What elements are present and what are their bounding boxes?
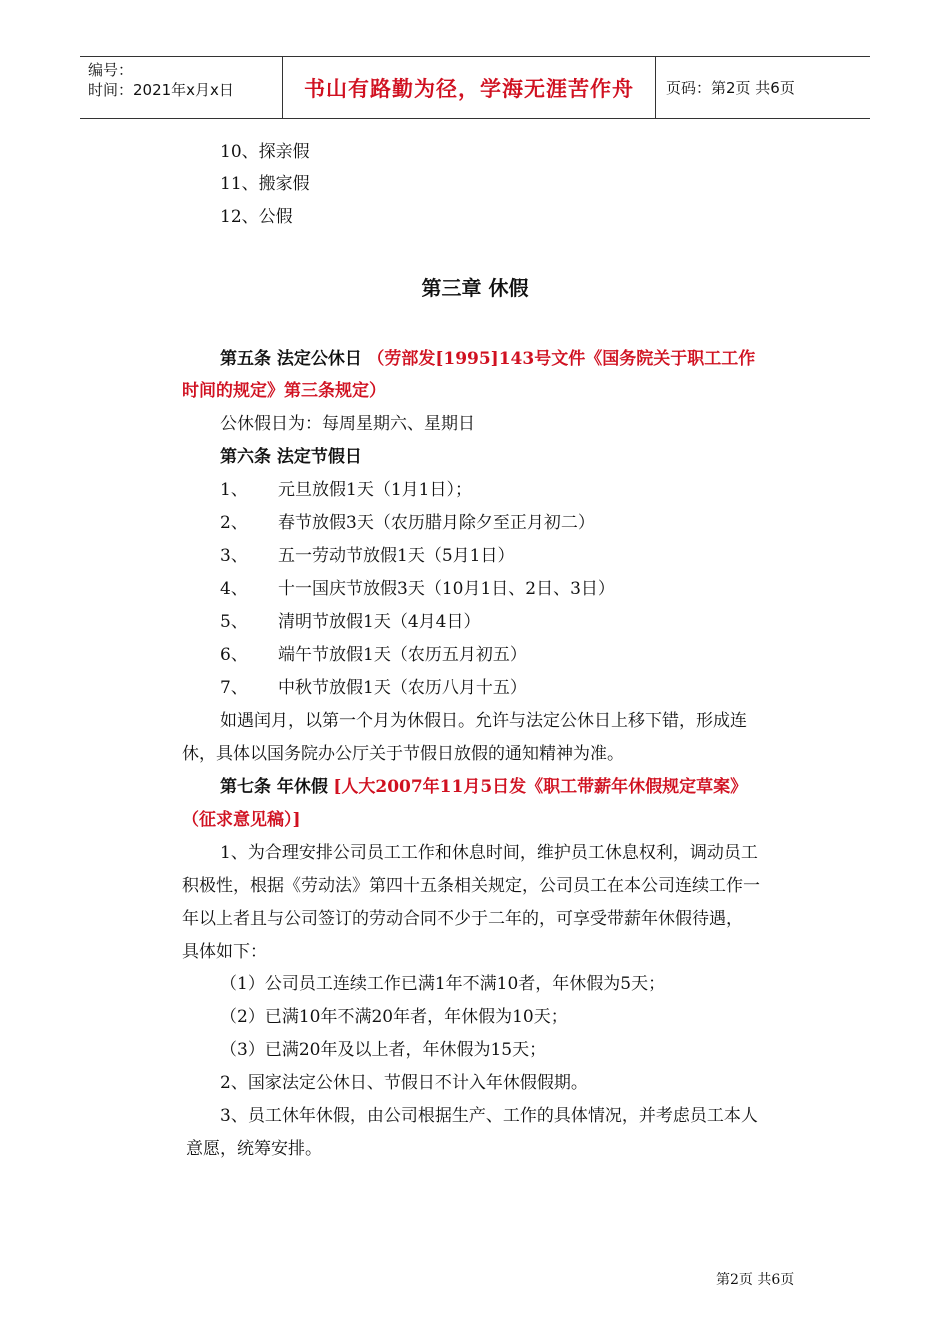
article-6-heading: 第六条 法定节假日: [220, 447, 362, 467]
annual-leave-rule: （3）已满20年及以上者，年休假为15天；: [220, 1040, 547, 1060]
holiday-item: 6、 端午节放假1天（农历五月初五）: [220, 645, 527, 665]
article-7-p2: 2、国家法定公休日、节假日不计入年休假假期。: [220, 1073, 588, 1093]
article-5-source: （劳部发[1995]143号文件《国务院关于职工工作: [367, 349, 756, 369]
article-7-p3: 意愿，统筹安排。: [186, 1139, 322, 1159]
page-header: [80, 56, 870, 119]
article-7-p1: 年以上者且与公司签订的劳动合同不少于二年的，可享受带薪年休假待遇，: [182, 909, 743, 929]
article-7-heading: 第七条 年休假: [220, 777, 328, 797]
holiday-item: 4、 十一国庆节放假3天（10月1日、2日、3日）: [220, 579, 615, 599]
annual-leave-rule: （2）已满10年不满20年者，年休假为10天；: [220, 1007, 568, 1027]
header-page-info: 页码：第2页 共6页: [666, 79, 795, 97]
article-5-heading: 第五条 法定公休日: [220, 349, 362, 369]
page-footer: 第2页 共6页: [716, 1272, 795, 1288]
article-6-note-cont: 休，具体以国务院办公厅关于节假日放假的通知精神为准。: [182, 744, 624, 764]
chapter-title: 第三章 休假: [421, 276, 529, 300]
holiday-item: 3、 五一劳动节放假1天（5月1日）: [220, 546, 515, 566]
article-5-source-cont: 时间的规定》第三条规定）: [182, 381, 386, 401]
article-7-source-cont: （征求意见稿）]: [182, 810, 301, 830]
article-7-source: [人大2007年11月5日发《职工带薪年休假规定草案》: [333, 777, 748, 797]
article-5-body: 公休假日为：每周星期六、星期日: [220, 414, 475, 434]
article-7-p3: 3、员工休年休假，由公司根据生产、工作的具体情况，并考虑员工本人: [220, 1106, 758, 1126]
annual-leave-rule: （1）公司员工连续工作已满1年不满10者，年休假为5天；: [220, 974, 666, 994]
list-item: 11、搬家假: [220, 174, 310, 194]
holiday-item: 1、 元旦放假1天（1月1日）；: [220, 480, 472, 500]
article-6-note: 如遇闰月，以第一个月为休假日。允许与法定公休日上移下错，形成连: [220, 711, 747, 731]
list-item: 10、探亲假: [220, 142, 310, 162]
holiday-item: 2、 春节放假3天（农历腊月除夕至正月初二）: [220, 513, 595, 533]
article-7-p1: 具体如下：: [182, 942, 267, 962]
article-7-heading-line: [220, 775, 747, 799]
time-label: 时间：2021年x月x日: [88, 81, 234, 99]
holiday-item: 5、 清明节放假1天（4月4日）: [220, 612, 481, 632]
article-7-p1: 积极性，根据《劳动法》第四十五条相关规定，公司员工在本公司连续工作一: [182, 876, 760, 896]
holiday-item: 7、 中秋节放假1天（农历八月十五）: [220, 678, 527, 698]
header-motto: 书山有路勤为径，学海无涯苦作舟: [282, 57, 656, 118]
article-7-p1: 1、为合理安排公司员工工作和休息时间，维护员工休息权利，调动员工: [220, 843, 758, 863]
list-item: 12、公假: [220, 207, 293, 227]
code-label: 编号：: [88, 61, 134, 79]
header-meta: [88, 60, 234, 100]
article-5-heading-line: [220, 347, 755, 371]
